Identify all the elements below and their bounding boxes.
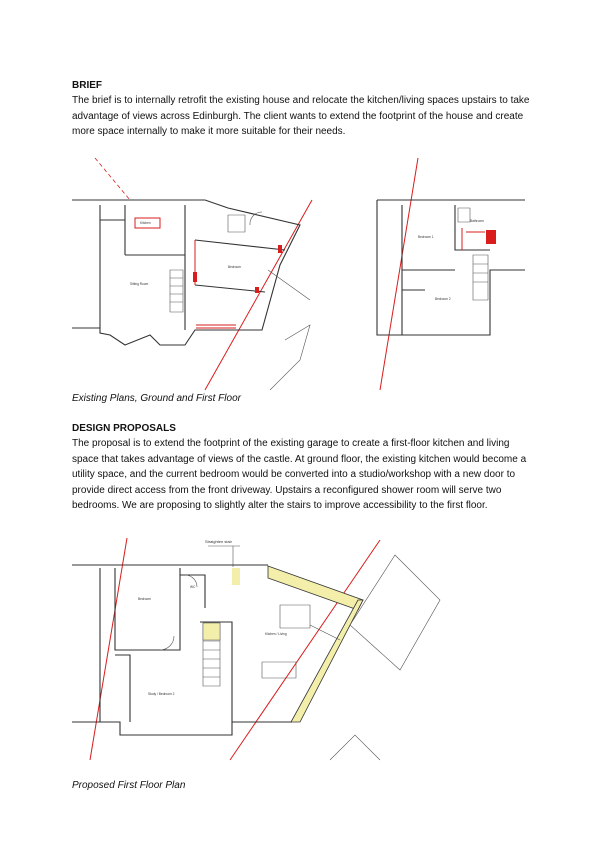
label-bedroom: Bedroom	[138, 597, 151, 601]
existing-first-floor-plan	[377, 158, 525, 390]
label-bedroom: Bedroom	[228, 265, 241, 269]
brief-heading: BRIEF	[72, 80, 102, 91]
design-proposals-paragraph: The proposal is to extend the footprint of the existing garage to create a first-floor kitchen and living space that takes advantage of views of the castle. At ground floor, the existing kitchen would become a utility space, and the current bedroom would be converted into a studio/workshop with a new door to provide direct access from the front driveway. Upstairs a reconfigured shower room will serve two bedrooms. We are proposing to slightly alter the stairs to improve accessibility to the first floor.	[72, 438, 527, 511]
brief-paragraph: The brief is to internally retrofit the existing house and relocate the kitchen/living spaces upstairs to take advantage of views across Edinburgh. The client wants to extend the footprint of the house and create more space internally to make it more suitable for their needs.	[72, 95, 530, 137]
design-proposals-heading: DESIGN PROPOSALS	[72, 423, 176, 434]
label-kitchen: Kitchen	[140, 221, 151, 225]
label-wc: WC	[190, 585, 196, 589]
label-study-bedroom-2: Study / Bedroom 2	[148, 692, 175, 696]
existing-ground-floor-plan	[72, 158, 312, 390]
label-kitchen-living: Kitchen / Living	[265, 632, 287, 636]
proposed-plan-caption: Proposed First Floor Plan	[72, 780, 186, 791]
existing-plans-caption: Existing Plans, Ground and First Floor	[72, 393, 241, 404]
label-bedroom-1: Bedroom 1	[418, 235, 434, 239]
proposed-first-floor-plan	[72, 538, 440, 760]
label-bedroom-2: Bedroom 2	[435, 297, 451, 301]
label-sitting-room: Sitting Room	[130, 282, 149, 286]
straighten-stair-callout: Straighten stair	[205, 539, 232, 544]
label-bathroom: Bathroom	[470, 219, 484, 223]
